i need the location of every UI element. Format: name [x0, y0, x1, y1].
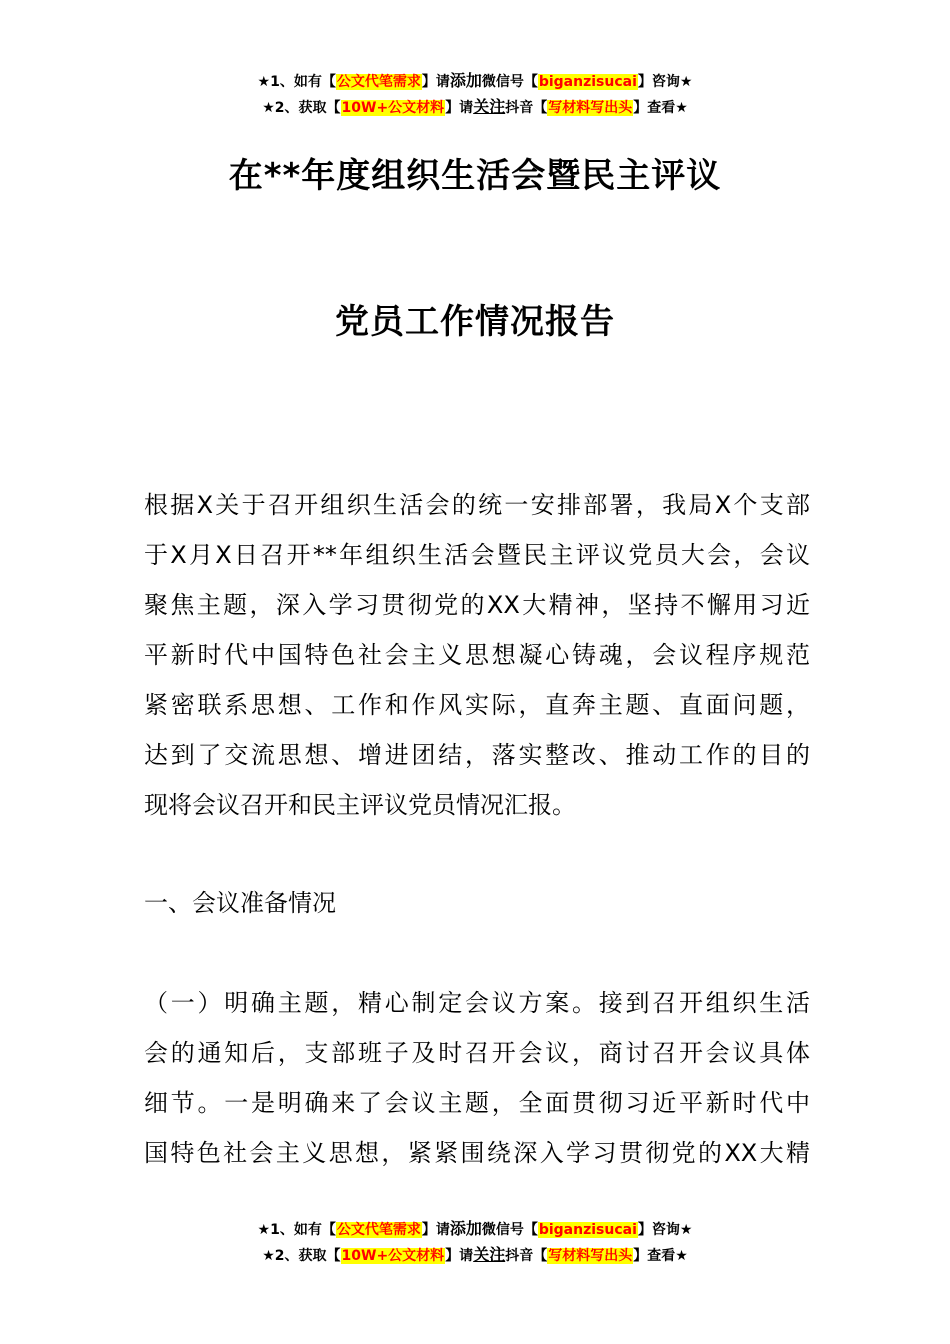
highlight-douyin: 写材料写出头 — [548, 1248, 633, 1264]
highlight-materials: 10W+公文材料 — [341, 100, 445, 116]
document-title-line-2: 党员工作情况报告 — [335, 302, 615, 342]
highlight-wechat-id: biganzisucai — [538, 1222, 637, 1238]
paragraph-line: 紧密联系思想、工作和作风实际，直奔主题、直面问题， — [144, 691, 810, 719]
highlight-service: 公文代笔需求 — [336, 1222, 421, 1238]
heading-text: 一、会议准备情况 — [144, 889, 336, 917]
section-heading-1 — [144, 878, 810, 928]
banner-line-1: ★1、如有【公文代笔需求】请添加微信号【biganzisucai】咨询★ — [257, 1219, 693, 1238]
body-paragraph-2 — [144, 978, 810, 1178]
paragraph-line: 细节。一是明确来了会议主题，全面贯彻习近平新时代中 — [144, 1089, 810, 1117]
paragraph-line: 聚焦主题，深入学习贯彻党的XX大精神，坚持不懈用习近 — [144, 591, 810, 619]
paragraph-line: 平新时代中国特色社会主义思想凝心铸魂，会议程序规范 — [144, 641, 810, 669]
paragraph-line: 现将会议召开和民主评议党员情况汇报。 — [144, 791, 576, 819]
banner-line-2: ★2、获取【10W+公文材料】请关注抖音【写材料写出头】查看★ — [262, 1245, 688, 1264]
paragraph-line: 于X月X日召开**年组织生活会暨民主评议党员大会，会议 — [144, 541, 810, 569]
highlight-materials: 10W+公文材料 — [341, 1248, 445, 1264]
paragraph-line: 达到了交流思想、增进团结，落实整改、推动工作的目的 — [144, 741, 810, 769]
highlight-service: 公文代笔需求 — [336, 74, 421, 90]
highlight-wechat-id: biganzisucai — [538, 74, 637, 90]
paragraph-line: 国特色社会主义思想，紧紧围绕深入学习贯彻党的XX大精 — [144, 1139, 810, 1167]
banner-line-1: ★1、如有【公文代笔需求】请添加微信号【biganzisucai】咨询★ — [257, 71, 693, 90]
document-title-line-1: 在**年度组织生活会暨民主评议 — [228, 156, 722, 196]
highlight-douyin: 写材料写出头 — [548, 100, 633, 116]
paragraph-line: 根据X关于召开组织生活会的统一安排部署，我局X个支部 — [144, 491, 810, 519]
paragraph-line: 会的通知后，支部班子及时召开会议，商讨召开会议具体 — [144, 1039, 810, 1067]
body-paragraph-1 — [144, 480, 810, 830]
top-banner — [0, 68, 950, 120]
bottom-banner — [0, 1216, 950, 1268]
paragraph-line: （一）明确主题，精心制定会议方案。接到召开组织生活 — [144, 989, 810, 1017]
banner-line-2: ★2、获取【10W+公文材料】请关注抖音【写材料写出头】查看★ — [262, 97, 688, 116]
